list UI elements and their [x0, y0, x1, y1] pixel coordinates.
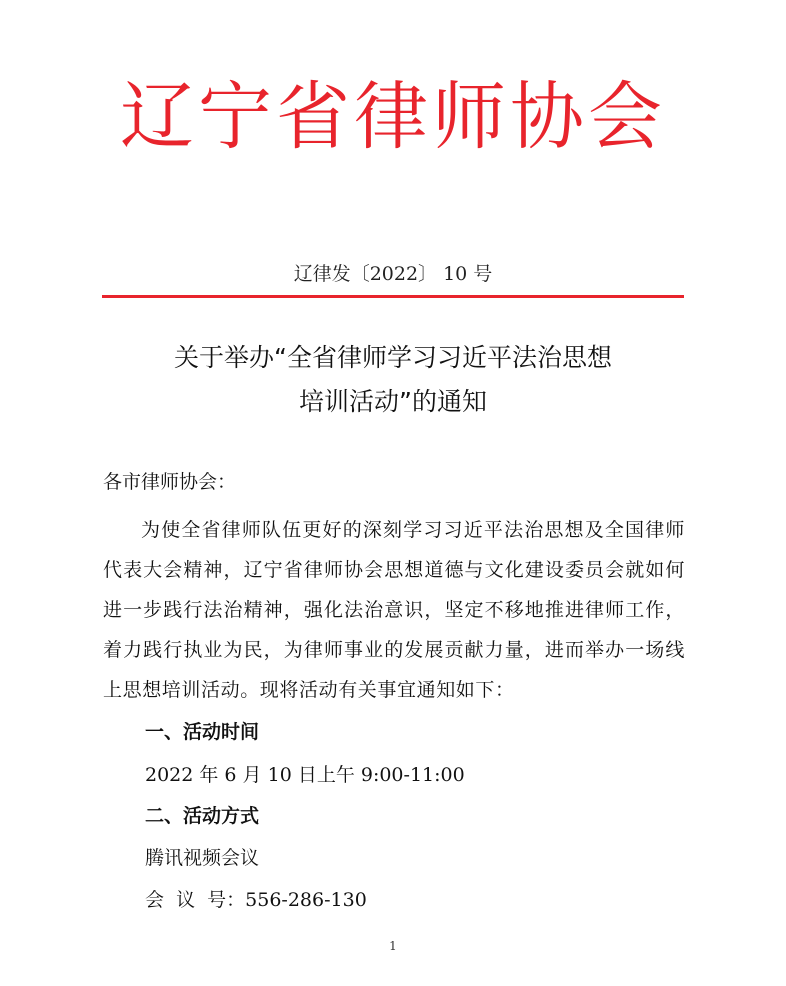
activity-method-text: 腾讯视频会议: [145, 847, 260, 869]
salutation: 各市律师协会：: [103, 471, 237, 493]
page-number: 1: [389, 939, 397, 953]
document-title: [0, 336, 786, 424]
organization-header: 辽宁省律师协会: [120, 74, 666, 160]
title-line-1: 关于举办“全省律师学习习近平法治思想: [174, 343, 612, 372]
section-heading-method: 二、活动方式: [145, 805, 260, 827]
meeting-id-line: 会 议 号：556-286-130: [145, 889, 367, 911]
activity-time-text: 2022 年 6 月 10 日上午 9:00-11:00: [145, 764, 465, 786]
title-line-2: 培训活动”的通知: [299, 387, 487, 416]
red-divider-rule: [102, 295, 684, 298]
document-number: 辽律发〔2022〕 10 号: [293, 263, 493, 285]
section-heading-time: 一、活动时间: [145, 721, 260, 743]
body-paragraph: 为使全省律师队伍更好的深刻学习习近平法治思想及全国律师代表大会精神，辽宁省律师协会思想道德与文化建设委员会就如何进一步践行法治精神，强化法治意识，坚定不移地推进律师工作，着力践行执业为民，为律师事业的发展贡献力量，进而举办一场线上思想培训活动。现将活动有关事宜通知如下：: [103, 519, 685, 701]
